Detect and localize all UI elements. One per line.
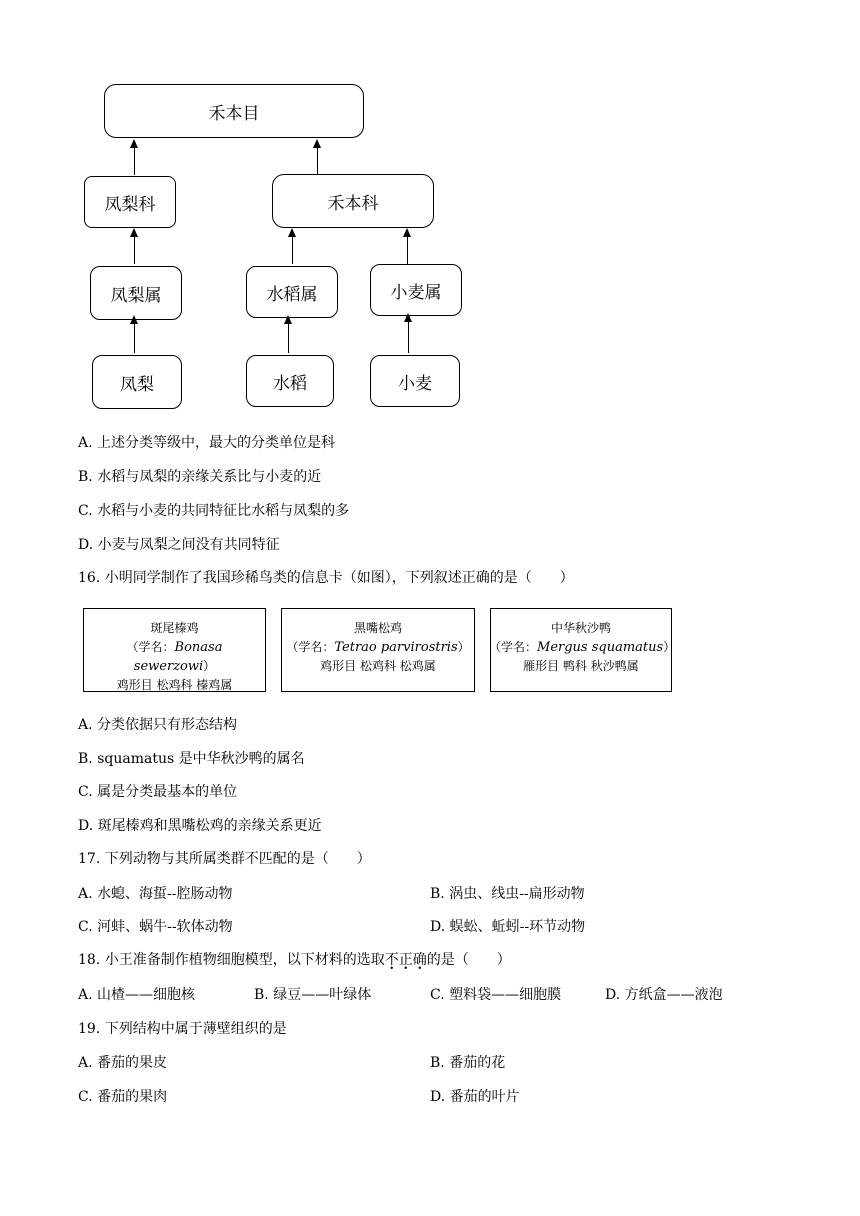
bird-sci-name: Bonasa sewerzowi — [133, 640, 223, 674]
bird-card — [489, 608, 676, 692]
bird-card — [83, 608, 266, 692]
q18-option-d: D. 方纸盒——液泡 — [605, 987, 723, 1003]
bird-taxa: 雁形目 鸭科 秋沙鸭属 — [523, 659, 639, 673]
q18-option-a: A. 山楂——细胞核 — [78, 987, 196, 1003]
bird-sci-line: （学名：Mergus squamatus） — [489, 640, 676, 655]
arrow-species1-to-genus1 — [134, 323, 135, 353]
q18-stem — [78, 950, 511, 970]
bird-name: 斑尾榛鸡 — [150, 621, 199, 635]
arrow-species2-to-genus2 — [288, 323, 289, 353]
q17-option-a: A. 水螅、海蜇--腔肠动物 — [78, 886, 233, 902]
bird-taxa: 鸡形目 松鸡科 松鸡属 — [320, 659, 436, 673]
q17-stem: 17. 下列动物与其所属类群不匹配的是（ ） — [78, 851, 371, 867]
arrow-genus1-to-family1 — [134, 236, 135, 264]
q18-option-c: C. 塑料袋——细胞膜 — [430, 987, 562, 1003]
q16-stem: 16. 小明同学制作了我国珍稀鸟类的信息卡（如图），下列叙述正确的是（ ） — [78, 570, 574, 586]
bird-name: 黑嘴松鸡 — [353, 621, 402, 635]
node-genus-ananas: 凤梨属 — [90, 266, 182, 320]
node-family-bromeliaceae: 凤梨科 — [84, 176, 176, 228]
arrow-genus3-to-family2 — [407, 236, 408, 264]
q18-stem-after: 的是（ ） — [426, 952, 511, 968]
bird-sci-name: Tetrao parvirostris — [334, 640, 458, 655]
bird-sci-line: （学名：Bonasa sewerzowi） — [126, 640, 223, 674]
q16-option-d: D. 斑尾榛鸡和黑嘴松鸡的亲缘关系更近 — [78, 818, 322, 834]
q19-option-b: B. 番茄的花 — [430, 1055, 506, 1071]
emphasis-char: 不 — [384, 952, 399, 968]
node-genus-triticum: 小麦属 — [370, 264, 462, 316]
arrow-family2-to-order — [317, 147, 318, 175]
bird-taxa: 鸡形目 松鸡科 榛鸡属 — [116, 678, 233, 692]
emphasis-char: 确 — [412, 952, 427, 968]
q16-option-b: B. squamatus 是中华秋沙鸭的属名 — [78, 751, 305, 767]
q16-option-a: A. 分类依据只有形态结构 — [78, 717, 238, 733]
arrow-genus2-to-family2 — [292, 236, 293, 264]
node-species-pineapple: 凤梨 — [92, 355, 182, 409]
q17-option-c: C. 河蚌、蜗牛--软体动物 — [78, 919, 233, 935]
arrow-family1-to-order — [134, 147, 135, 175]
q16-option-c: C. 属是分类最基本的单位 — [78, 784, 238, 800]
arrow-species3-to-genus3 — [408, 321, 409, 353]
q15-option-d: D. 小麦与凤梨之间没有共同特征 — [78, 537, 280, 553]
q18-stem-before: 18. 小王准备制作植物细胞模型，以下材料的选取 — [78, 952, 385, 968]
q15-option-a: A. 上述分类等级中，最大的分类单位是科 — [78, 435, 336, 451]
q19-option-a: A. 番茄的果皮 — [78, 1055, 168, 1071]
bird-card — [281, 608, 475, 692]
q18-stem-emphasis — [385, 952, 427, 968]
q19-stem: 19. 下列结构中属于薄壁组织的是 — [78, 1021, 287, 1037]
node-order: 禾本目 — [104, 84, 364, 138]
q17-option-b: B. 涡虫、线虫--扁形动物 — [430, 886, 585, 902]
node-family-poaceae: 禾本科 — [272, 174, 434, 228]
q17-option-d: D. 蜈蚣、蚯蚓--环节动物 — [430, 919, 586, 935]
node-species-wheat: 小麦 — [370, 355, 460, 407]
emphasis-char: 正 — [398, 952, 413, 968]
q18-option-b: B. 绿豆——叶绿体 — [254, 987, 372, 1003]
q19-option-d: D. 番茄的叶片 — [430, 1089, 520, 1105]
q15-option-b: B. 水稻与凤梨的亲缘关系比与小麦的近 — [78, 469, 322, 485]
bird-name: 中华秋沙鸭 — [550, 621, 611, 635]
node-genus-oryza: 水稻属 — [246, 266, 338, 318]
bird-sci-line: （学名：Tetrao parvirostris） — [286, 640, 470, 655]
q19-option-c: C. 番茄的果肉 — [78, 1089, 168, 1105]
q15-option-c: C. 水稻与小麦的共同特征比水稻与凤梨的多 — [78, 503, 350, 519]
node-species-rice: 水稻 — [246, 355, 334, 407]
bird-sci-name: Mergus squamatus — [537, 640, 664, 655]
